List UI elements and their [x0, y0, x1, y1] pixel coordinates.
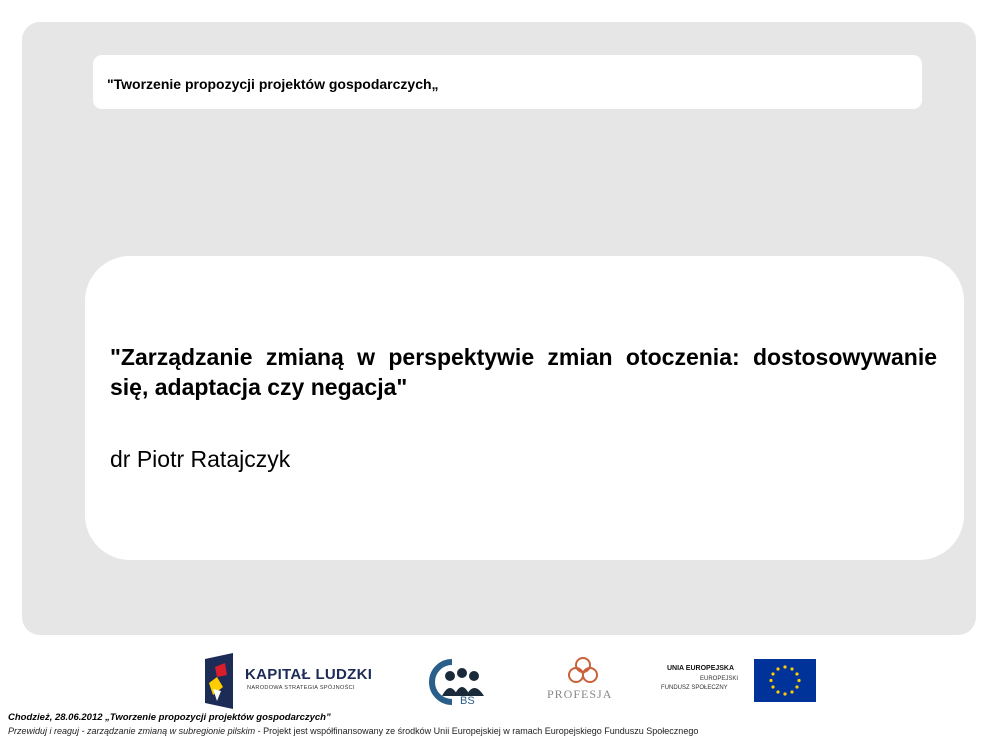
eu-flag-icon — [754, 659, 816, 702]
kapital-ludzki-subtitle: NARODOWA STRATEGIA SPÓJNOŚCI — [247, 685, 355, 691]
gbs-logo-text: BS — [460, 695, 475, 706]
header-title: "Tworzenie propozycji projektów gospodarczych„ — [107, 76, 439, 92]
profesja-logo-text: PROFESJA — [547, 687, 613, 701]
eu-label-line3: FUNDUSZ SPOŁECZNY — [661, 685, 728, 691]
kapital-ludzki-title: KAPITAŁ LUDZKI — [245, 666, 373, 683]
footer-event-line: Chodzież, 28.06.2012 „Tworzenie propozycji projektów gospodarczych” — [8, 712, 331, 723]
kapital-ludzki-logo-icon — [203, 653, 237, 709]
footer-project-name: Przewiduj i reaguj - zarządzanie zmianą w subregionie pilskim — [8, 726, 256, 736]
footer-project-line — [8, 726, 698, 736]
header-box — [93, 55, 922, 109]
eu-label-line2: EUROPEJSKI — [700, 676, 739, 682]
footer-funding-note: - Projekt jest współfinansowany ze środków Unii Europejskiej w ramach Europejskiego Funduszu Społecznego — [255, 726, 699, 736]
eu-label-line1: UNIA EUROPEJSKA — [667, 665, 735, 672]
main-content-box — [85, 256, 964, 560]
presentation-title: "Zarządzanie zmianą w perspektywie zmian otoczenia: dostosowywanie się, adaptacja czy negacja" — [110, 344, 937, 400]
author-name: dr Piotr Ratajczyk — [110, 446, 291, 472]
gbs-logo-icon — [422, 656, 492, 706]
profesja-logo-icon — [563, 656, 603, 686]
sponsor-logos-bar — [0, 648, 992, 710]
